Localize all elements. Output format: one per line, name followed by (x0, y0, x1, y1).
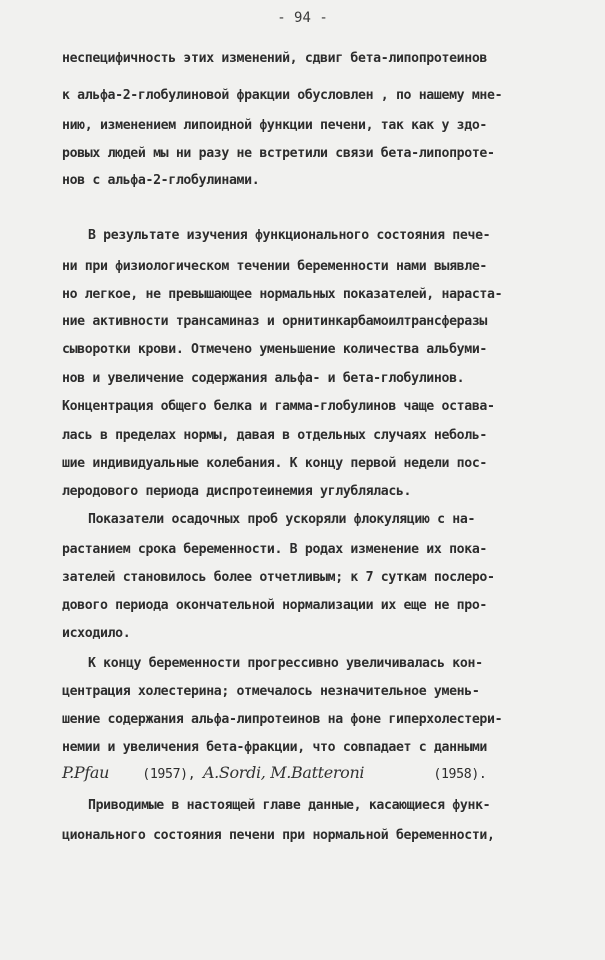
citation-year-2: (1958). (433, 767, 487, 782)
text-line: леродового периода диспротеинемия углублялась. (62, 484, 412, 499)
text-line: нию, изменением липоидной функции печени, так как у здо- (62, 118, 488, 133)
text-line: нов с альфа-2-глобулинами. (62, 173, 260, 188)
text-line: В результате изучения функционального состояния пече- (88, 228, 491, 243)
text-line: ние активности трансаминаз и орнитинкарбамоилтрансферазы (62, 314, 488, 329)
text-line: нов и увеличение содержания альфа- и бета-глобулинов. (62, 371, 465, 386)
text-line: зателей становилось более отчетливым; к 7 суткам послеро- (62, 570, 495, 585)
text-line: сыворотки крови. Отмечено уменьшение количества альбуми- (62, 342, 488, 357)
text-line: ровых людей мы ни разу не встретили связи бета-липопроте- (62, 146, 495, 161)
handwritten-author-1: P.Pfau (62, 763, 110, 782)
text-line: лась в пределах нормы, давая в отдельных случаях неболь- (62, 428, 488, 443)
text-line: исходило. (62, 626, 131, 641)
text-line: центрация холестерина; отмечалось незначительное умень- (62, 684, 480, 699)
text-line: Концентрация общего белка и гамма-глобулинов чаще остава- (62, 399, 495, 414)
text-line: К концу беременности прогрессивно увеличивалась кон- (88, 656, 483, 671)
text-line: немии и увеличения бета-фракции, что совпадает с данными (62, 740, 488, 755)
text-line: Приводимые в настоящей главе данные, касающиеся функ- (88, 798, 491, 813)
text-line: ни при физиологическом течении беременности нами выявле- (62, 259, 488, 274)
page-number: - 94 - (277, 10, 328, 26)
text-line: ционального состояния печени при нормальной беременности, (62, 828, 495, 843)
text-line: неспецифичность этих изменений, сдвиг бета-липопротеинов (62, 51, 488, 66)
text-line: к альфа-2-глобулиновой фракции обусловлен , по нашему мне- (62, 88, 503, 103)
text-line: шие индивидуальные колебания. К концу первой недели пос- (62, 456, 488, 471)
citation-year-1: (1957), (142, 767, 196, 782)
citation-line (62, 764, 487, 784)
text-line: растанием срока беременности. В родах изменение их пока- (62, 542, 488, 557)
handwritten-author-2: A.Sordi, M.Batteroni (202, 763, 365, 782)
text-line: дового периода окончательной нормализации их еще не про- (62, 598, 488, 613)
text-line: шение содержания альфа-липротеинов на фоне гиперхолестери- (62, 712, 503, 727)
text-line: но легкое, не превышающее нормальных показателей, нараста- (62, 287, 503, 302)
text-line: Показатели осадочных проб ускоряли флокуляцию с на- (88, 512, 476, 527)
